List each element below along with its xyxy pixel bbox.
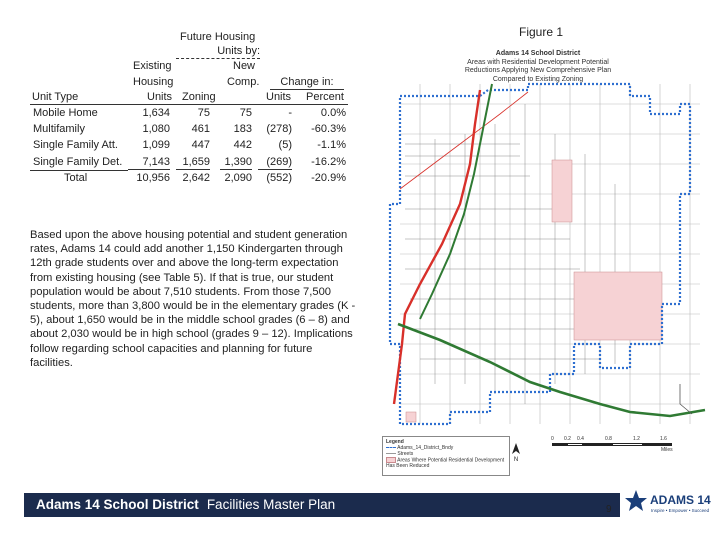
total-percent: -20.9%: [311, 172, 346, 184]
boundary-swatch: [386, 447, 396, 448]
district-map: [380, 44, 710, 436]
highway-red: [394, 90, 480, 404]
row-units: (269): [258, 155, 292, 170]
row-zoning: 461: [191, 123, 210, 135]
header-percent: Percent: [306, 91, 344, 103]
total-existing: 10,956: [136, 172, 170, 184]
legend-title: Legend: [386, 439, 404, 445]
row-zoning: 75: [197, 107, 210, 119]
total-zoning: 2,642: [182, 172, 210, 184]
row-type: Multifamily: [33, 123, 85, 135]
legend-item-label: Streets: [397, 451, 414, 457]
logo-tagline: Inspire • Empower • Succeed: [651, 508, 710, 513]
reduced-area: [552, 160, 572, 222]
header-change: Change in:: [270, 75, 344, 90]
map-figure: [380, 44, 710, 436]
total-label: Total: [64, 172, 88, 184]
row-zoning: 447: [191, 139, 210, 151]
scale-label: 1.6: [660, 436, 667, 442]
header-zoning: Zoning: [182, 91, 216, 103]
map-title-line: Adams 14 School District: [495, 50, 581, 57]
reduced-area: [574, 272, 662, 340]
row-zoning: 1,659: [176, 155, 210, 170]
row-units: (5): [278, 139, 292, 151]
page-number: 9: [606, 504, 612, 515]
row-type: Single Family Det.: [33, 156, 123, 168]
map-title-line: Compared to Existing Zoning: [492, 75, 584, 83]
scale-label: 0.2: [564, 436, 571, 442]
map-title: [448, 50, 628, 84]
legend-item-label: Areas Where Potential Residential Development Has Been Reduced: [386, 457, 505, 470]
header-rule: [30, 104, 348, 105]
scale-label: 0: [551, 436, 554, 442]
group-header: [180, 30, 260, 44]
body-paragraph: Based upon the above housing potential and student generation rates, Adams 14 could add another 1,150 Kindergarten through 12th grade students over and above the long-term expectation from existing housing (see Table 5). If that is true, our student population would be about 7,510 students. From those 7,500 students, more than 3,800 would be in the elementary grades (K - 5), about 1,650 would be in the middle school grades (6 – 8) and about 2,030 would be in high school (grades 9 – 12). Implications follow regarding school capacities and planning for future facilities.: [30, 229, 356, 369]
highway-red: [400, 92, 528, 189]
north-arrow-icon: [510, 442, 522, 462]
scale-unit: Miles: [661, 447, 673, 453]
star-icon: [625, 490, 647, 511]
row-plan: 1,390: [220, 155, 252, 170]
header-existing-1: Existing: [133, 60, 172, 72]
row-percent: -16.2%: [311, 156, 346, 168]
row-existing: 1,634: [142, 107, 170, 119]
header-existing-3: Units: [147, 91, 173, 103]
total-units: (552): [266, 172, 292, 184]
header-new-2: Comp.: [227, 76, 260, 88]
row-percent: -60.3%: [311, 123, 346, 135]
district-logo: [624, 486, 716, 520]
scale-label: 0.8: [605, 436, 612, 442]
map-title-line: Areas with Residential Development Potential: [467, 58, 609, 66]
figure-label: Figure 1: [519, 25, 564, 39]
total-plan: 2,090: [224, 172, 252, 184]
group-header-line1: Future Housing: [180, 31, 256, 43]
footer-bar: [24, 493, 620, 517]
row-plan: 75: [239, 107, 252, 119]
scale-bar: [548, 436, 708, 456]
footer-district: Adams 14 School District: [36, 497, 199, 512]
map-title-line: Reductions Applying New Comprehensive Plan: [464, 67, 612, 74]
logo-text: ADAMS 14: [650, 493, 711, 507]
row-type: Mobile Home: [33, 107, 98, 119]
row-type: Single Family Att.: [33, 139, 118, 151]
group-header-line2: Units by:: [176, 44, 260, 59]
legend-item: [383, 457, 509, 469]
reduced-area: [406, 412, 416, 422]
footer-doc-title: Facilities Master Plan: [206, 497, 336, 512]
header-new-1: New: [233, 60, 256, 72]
scale-label: 1.2: [633, 436, 640, 442]
scale-label: 0.4: [577, 436, 584, 442]
legend-item-label: Adams_14_District_Bndy: [397, 445, 454, 451]
streets-swatch: [386, 453, 396, 454]
row-existing: 1,080: [142, 123, 170, 135]
north-label: N: [513, 457, 519, 462]
row-existing: 1,099: [142, 139, 170, 151]
header-existing-2: Housing: [133, 76, 174, 88]
header-units: Units: [266, 91, 292, 103]
header-unit-type: Unit Type: [32, 91, 79, 103]
row-units: -: [288, 107, 292, 119]
row-percent: -1.1%: [317, 139, 346, 151]
map-legend: [382, 436, 510, 476]
scale-bar-segments: [552, 443, 672, 446]
logo-graphic: [624, 486, 716, 520]
row-plan: 183: [233, 123, 252, 135]
reduced-swatch: [386, 457, 396, 463]
row-existing: 7,143: [128, 155, 170, 170]
row-plan: 442: [233, 139, 252, 151]
row-percent: 0.0%: [320, 107, 346, 119]
row-units: (278): [266, 123, 292, 135]
